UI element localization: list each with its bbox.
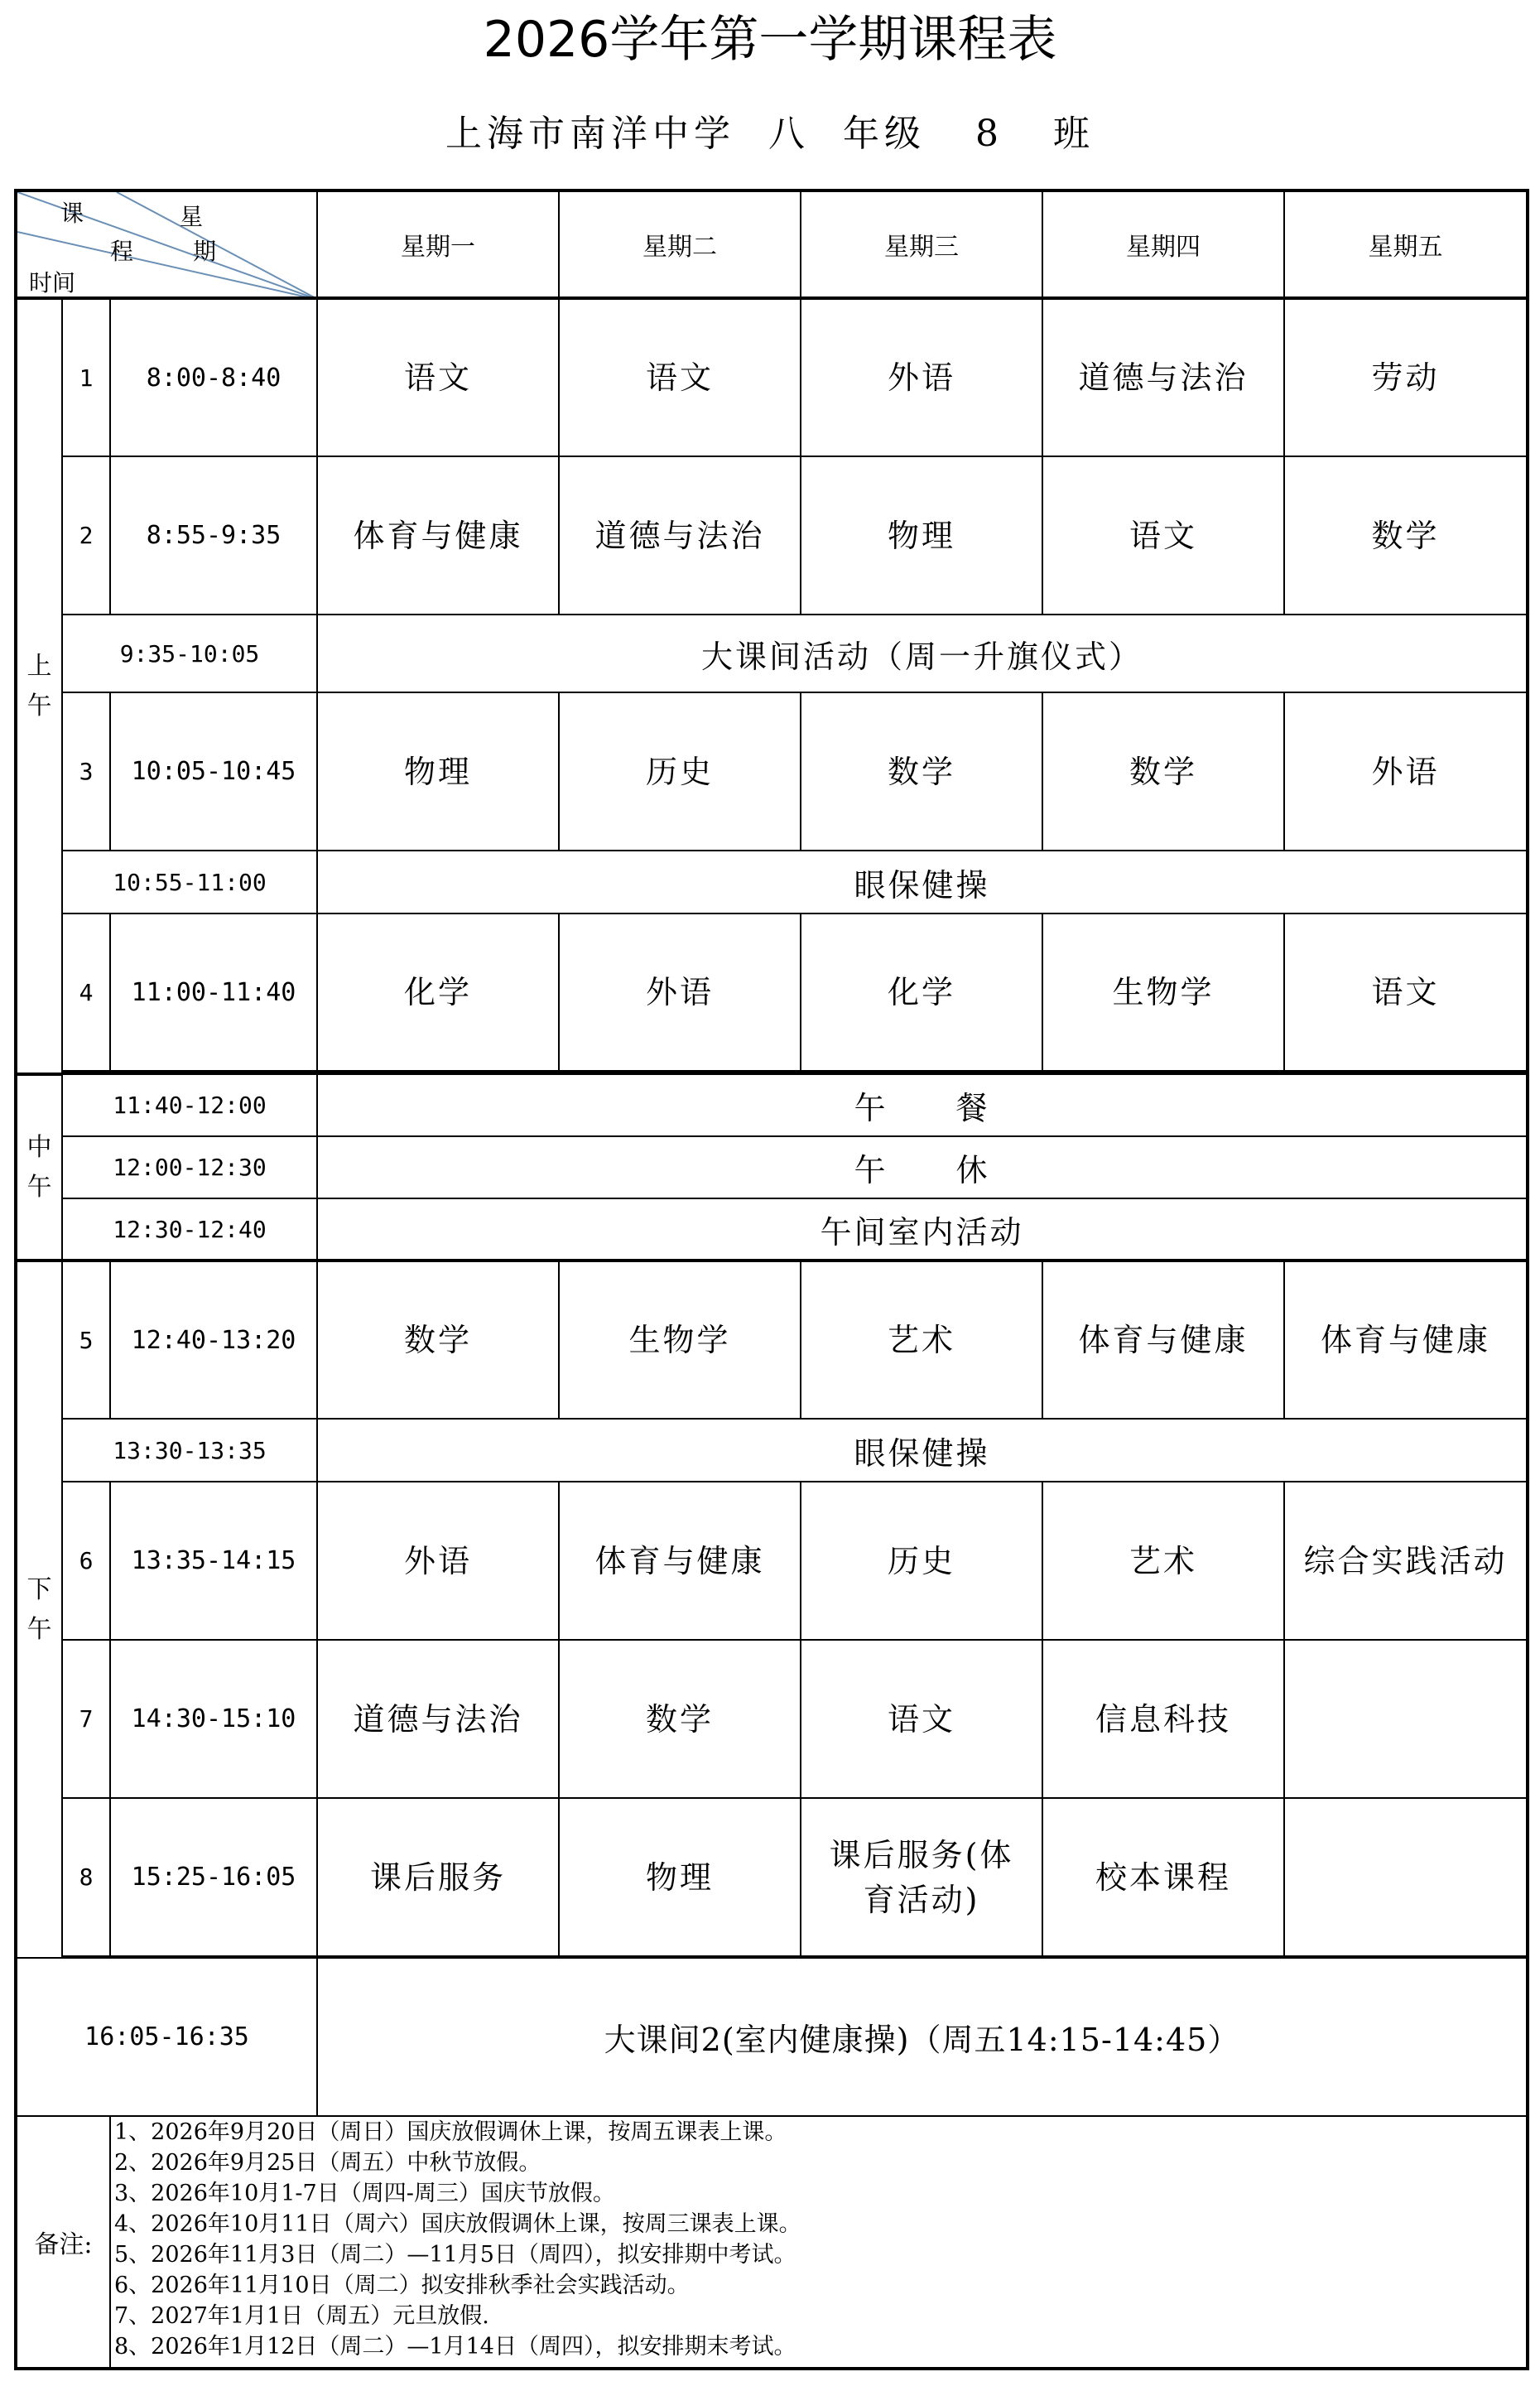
subject-cell: 外语 <box>559 913 801 1072</box>
subject-cell: 物理 <box>317 692 559 851</box>
subject-cell: 信息科技 <box>1042 1640 1284 1798</box>
notes-label: 备注: <box>16 2116 110 2369</box>
activity-cell: 午 餐 <box>317 1074 1528 1136</box>
subject-cell <box>1284 1798 1528 1956</box>
subject-cell: 道德与法治 <box>1042 298 1284 456</box>
subject-cell: 课后服务(体育活动) <box>801 1798 1042 1956</box>
table-row <box>16 851 1528 913</box>
period-noon <box>16 1074 62 1261</box>
period-number: 4 <box>62 913 110 1072</box>
table-row <box>16 1798 1528 1956</box>
header-row <box>16 190 1528 298</box>
subject-cell: 体育与健康 <box>1042 1261 1284 1419</box>
schedule-table <box>14 189 1529 2370</box>
day-header-wed: 星期三 <box>801 190 1042 298</box>
subject-cell: 化学 <box>317 913 559 1072</box>
subject-cell: 校本课程 <box>1042 1798 1284 1956</box>
period-number: 6 <box>62 1482 110 1640</box>
class-label: 班 <box>1052 113 1095 155</box>
corner-header <box>16 190 317 298</box>
activity-cell: 大课间2(室内健康操)（周五14:15-14:45） <box>317 1958 1528 2116</box>
table-row <box>16 1482 1528 1640</box>
period-number: 3 <box>62 692 110 851</box>
activity-cell: 眼保健操 <box>317 1419 1528 1482</box>
subject-cell: 物理 <box>559 1798 801 1956</box>
period-morning <box>16 298 62 1074</box>
activity-cell: 大课间活动（周一升旗仪式） <box>317 615 1528 692</box>
subject-cell: 体育与健康 <box>559 1482 801 1640</box>
table-row <box>16 913 1528 1072</box>
subject-cell: 艺术 <box>801 1261 1042 1419</box>
subject-cell: 语文 <box>1042 456 1284 615</box>
table-row <box>16 692 1528 851</box>
table-row <box>16 1640 1528 1798</box>
school-name: 上海市南洋中学 <box>445 113 736 155</box>
table-row <box>16 1198 1528 1261</box>
subject-cell: 艺术 <box>1042 1482 1284 1640</box>
note-item: 4、2026年10月11日（周六）国庆放假调休上课，按周三课表上课。 <box>114 2211 801 2237</box>
note-item: 2、2026年9月25日（周五）中秋节放假。 <box>114 2150 541 2176</box>
table-row <box>16 1261 1528 1419</box>
period-morning-char1: 上 <box>26 651 52 681</box>
corner-ke: 课 <box>60 200 84 227</box>
break-time: 12:30-12:40 <box>62 1198 317 1261</box>
period-number: 5 <box>62 1261 110 1419</box>
subject-cell: 外语 <box>317 1482 559 1640</box>
table-row <box>16 615 1528 692</box>
period-time: 8:55-9:35 <box>110 456 317 615</box>
table-row <box>16 456 1528 615</box>
period-time: 13:35-14:15 <box>110 1482 317 1640</box>
corner-qi: 期 <box>193 238 217 265</box>
period-noon-char1: 中 <box>26 1132 52 1162</box>
subject-cell: 生物学 <box>1042 913 1284 1072</box>
note-item: 6、2026年11月10日（周二）拟安排秋季社会实践活动。 <box>114 2273 690 2298</box>
period-morning-char2: 午 <box>26 691 52 721</box>
subject-cell: 化学 <box>801 913 1042 1072</box>
subject-cell <box>1284 1640 1528 1798</box>
period-time: 8:00-8:40 <box>110 298 317 456</box>
class-subtitle <box>0 101 1540 167</box>
period-afternoon <box>16 1261 62 1958</box>
grade-label: 年级 <box>843 113 926 155</box>
day-header-mon: 星期一 <box>317 190 559 298</box>
subject-cell: 历史 <box>801 1482 1042 1640</box>
subject-cell: 数学 <box>317 1261 559 1419</box>
subject-cell: 物理 <box>801 456 1042 615</box>
period-noon-char2: 午 <box>26 1172 52 1202</box>
subject-cell: 语文 <box>317 298 559 456</box>
corner-time: 时间 <box>29 269 76 296</box>
subject-cell: 道德与法治 <box>559 456 801 615</box>
activity-cell: 午间室内活动 <box>317 1198 1528 1261</box>
break-time: 16:05-16:35 <box>16 1958 317 2116</box>
period-number: 1 <box>62 298 110 456</box>
subject-cell: 语文 <box>801 1640 1042 1798</box>
grade-number: 八 <box>768 113 811 155</box>
period-number: 2 <box>62 456 110 615</box>
subject-cell: 生物学 <box>559 1261 801 1419</box>
note-item: 3、2026年10月1-7日（周四-周三）国庆节放假。 <box>114 2181 615 2206</box>
break-time: 12:00-12:30 <box>62 1136 317 1198</box>
activity-cell: 眼保健操 <box>317 851 1528 913</box>
subject-cell: 语文 <box>559 298 801 456</box>
subject-cell: 数学 <box>559 1640 801 1798</box>
note-item: 1、2026年9月20日（周日）国庆放假调休上课，按周五课表上课。 <box>114 2119 787 2145</box>
page-title: 2026学年第一学期课程表 <box>483 11 1057 69</box>
day-header-thu: 星期四 <box>1042 190 1284 298</box>
day-header-fri: 星期五 <box>1284 190 1528 298</box>
notes-row <box>16 2116 1528 2369</box>
period-time: 14:30-15:10 <box>110 1640 317 1798</box>
subject-cell: 历史 <box>559 692 801 851</box>
day-header-tue: 星期二 <box>559 190 801 298</box>
break-time: 11:40-12:00 <box>62 1074 317 1136</box>
subject-cell: 语文 <box>1284 913 1528 1072</box>
note-item: 8、2026年1月12日（周二）—1月14日（周四），拟安排期末考试。 <box>114 2334 796 2360</box>
class-number: 8 <box>975 113 1003 155</box>
period-afternoon-char2: 午 <box>26 1614 52 1644</box>
subject-cell: 外语 <box>1284 692 1528 851</box>
corner-xing: 星 <box>180 203 204 230</box>
period-number: 7 <box>62 1640 110 1798</box>
break-time: 13:30-13:35 <box>62 1419 317 1482</box>
period-time: 15:25-16:05 <box>110 1798 317 1956</box>
subject-cell: 综合实践活动 <box>1284 1482 1528 1640</box>
table-row <box>16 1419 1528 1482</box>
period-time: 10:05-10:45 <box>110 692 317 851</box>
period-time: 11:00-11:40 <box>110 913 317 1072</box>
period-time: 12:40-13:20 <box>110 1261 317 1419</box>
period-afternoon-char1: 下 <box>26 1574 52 1604</box>
table-row <box>16 298 1528 456</box>
period-number: 8 <box>62 1798 110 1956</box>
corner-cheng: 程 <box>110 238 134 265</box>
table-row <box>16 1136 1528 1198</box>
activity-cell: 午 休 <box>317 1136 1528 1198</box>
note-item: 7、2027年1月1日（周五）元旦放假. <box>114 2303 489 2329</box>
subject-cell: 数学 <box>801 692 1042 851</box>
subject-cell: 劳动 <box>1284 298 1528 456</box>
subject-cell: 课后服务 <box>317 1798 559 1956</box>
subject-cell: 外语 <box>801 298 1042 456</box>
subject-cell: 数学 <box>1042 692 1284 851</box>
table-row <box>16 1958 1528 2116</box>
subject-cell: 体育与健康 <box>1284 1261 1528 1419</box>
subject-cell: 道德与法治 <box>317 1640 559 1798</box>
break-time: 9:35-10:05 <box>62 615 317 692</box>
table-row <box>16 1074 1528 1136</box>
notes-list <box>110 2116 1528 2369</box>
note-item: 5、2026年11月3日（周二）—11月5日（周四），拟安排期中考试。 <box>114 2242 796 2268</box>
break-time: 10:55-11:00 <box>62 851 317 913</box>
subject-cell: 数学 <box>1284 456 1528 615</box>
subject-cell: 体育与健康 <box>317 456 559 615</box>
